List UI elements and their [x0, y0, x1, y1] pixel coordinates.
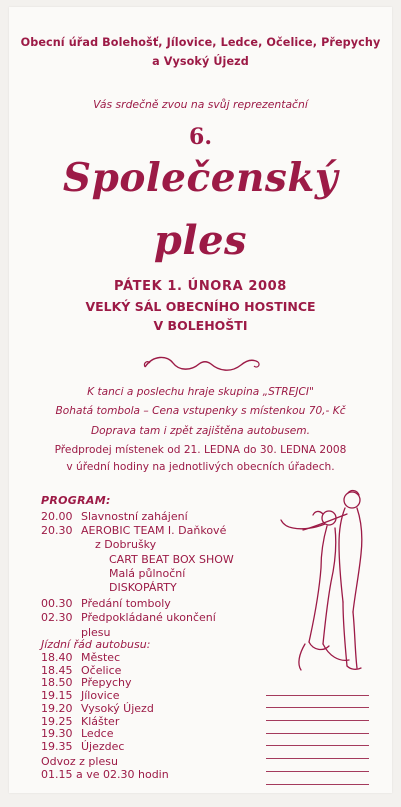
bus-place: Přepychy — [81, 676, 132, 690]
organizers — [9, 33, 392, 71]
bus-stop — [41, 703, 154, 715]
ruled-line — [266, 708, 369, 721]
return-transport-times: 01.15 a ve 02.30 hodin — [41, 768, 169, 781]
bus-time: 19.30 — [41, 727, 73, 741]
program-text: Malá půlnoční — [109, 566, 186, 580]
program-text: z Dobrušky — [95, 538, 157, 552]
bus-time: 19.35 — [41, 739, 73, 753]
program-item — [41, 525, 234, 537]
ruled-line — [266, 683, 369, 696]
ruled-line — [266, 721, 369, 734]
bus-stop — [41, 741, 154, 753]
bus-place: Vysoký Újezd — [81, 701, 154, 715]
bus-place: Jílovice — [81, 689, 120, 703]
bus-time: 18.50 — [41, 676, 73, 690]
office-hours-info: v úřední hodiny na jednotlivých obecních úřadech. — [66, 461, 335, 473]
bus-time: 19.25 — [41, 714, 73, 728]
program-text: Předání tomboly — [81, 597, 171, 611]
bus-stop — [41, 652, 154, 664]
program-item — [41, 554, 234, 566]
program-text: plesu — [81, 625, 111, 639]
program-item — [41, 539, 234, 551]
bus-schedule — [41, 652, 154, 754]
program-time — [41, 554, 81, 566]
program-text: Předpokládané ukončení — [81, 611, 216, 625]
bus-place: Klášter — [81, 714, 120, 728]
presale-info: Předprodej místenek od 21. LEDNA do 30. LEDNA 2008 — [54, 444, 347, 456]
program-item — [41, 627, 234, 639]
flourish-divider-icon — [141, 351, 261, 377]
bus-time: 18.45 — [41, 663, 73, 677]
return-transport — [41, 755, 169, 781]
program-time — [41, 582, 81, 594]
program-list — [41, 494, 234, 641]
program-time — [41, 568, 81, 580]
band-info: K tanci a poslechu hraje skupina „STREJCI" — [87, 386, 314, 398]
bus-schedule-title: Jízdní řád autobusu: — [41, 638, 151, 651]
organizers-line-1: Obecní úřad Bolehošť, Jílovice, Ledce, Očelice, Přepychy — [20, 36, 381, 49]
bus-place: Městec — [81, 651, 121, 664]
organizers-line-2: a Vysoký Újezd — [152, 55, 249, 68]
event-title-line-1: Společenský — [62, 155, 339, 201]
program-text: DISKOPÁRTY — [109, 581, 177, 595]
tombola-price-info: Bohatá tombola – Cena vstupenky s místenkou 70,- Kč — [55, 405, 346, 417]
program-text: Slavnostní zahájení — [81, 510, 188, 523]
program-title: PROGRAM: — [41, 494, 111, 507]
return-transport-title: Odvoz z plesu — [41, 755, 118, 768]
ruled-line — [266, 772, 369, 785]
program-time: 20.00 — [41, 510, 73, 523]
ruled-line — [266, 759, 369, 772]
program-time — [41, 627, 81, 639]
bus-time: 19.15 — [41, 689, 73, 703]
program-text: CART BEAT BOX SHOW — [109, 552, 234, 566]
event-date: PÁTEK 1. ÚNORA 2008 — [114, 279, 287, 294]
bus-stop — [41, 665, 154, 677]
program-text: AEROBIC TEAM I. Daňkové — [81, 524, 227, 538]
invitation-card — [9, 7, 392, 793]
ruled-line — [266, 696, 369, 709]
program-item — [41, 612, 234, 624]
bus-stop — [41, 690, 154, 702]
ruled-line — [266, 734, 369, 747]
bus-place: Ledce — [81, 727, 114, 741]
bus-time: 18.40 — [41, 651, 73, 664]
event-title-line-2: ples — [153, 217, 248, 264]
program-time: 00.30 — [41, 597, 73, 611]
program-item — [41, 582, 234, 594]
transport-info: Doprava tam i zpět zajištěna autobusem. — [90, 425, 310, 437]
bus-stop — [41, 716, 154, 728]
bus-time: 19.20 — [41, 701, 73, 715]
invitation-text: Vás srdečně zvou na svůj reprezentační — [93, 98, 308, 111]
program-time: 02.30 — [41, 611, 73, 625]
program-item — [41, 598, 234, 610]
program-item — [41, 511, 234, 523]
program-time — [41, 539, 81, 551]
ruled-lines — [266, 683, 369, 785]
event-venue-line-2: V BOLEHOŠTI — [153, 318, 248, 333]
bus-place: Újezdec — [81, 739, 125, 753]
event-number: 6. — [189, 124, 212, 150]
event-venue-line-1: VELKÝ SÁL OBECNÍHO HOSTINCE — [85, 299, 316, 314]
ruled-line — [266, 746, 369, 759]
bus-place: Očelice — [81, 663, 122, 677]
program-item — [41, 568, 234, 580]
bus-stop — [41, 728, 154, 740]
program-time: 20.30 — [41, 524, 73, 538]
dancing-couple-icon — [269, 484, 379, 684]
bus-stop — [41, 677, 154, 689]
